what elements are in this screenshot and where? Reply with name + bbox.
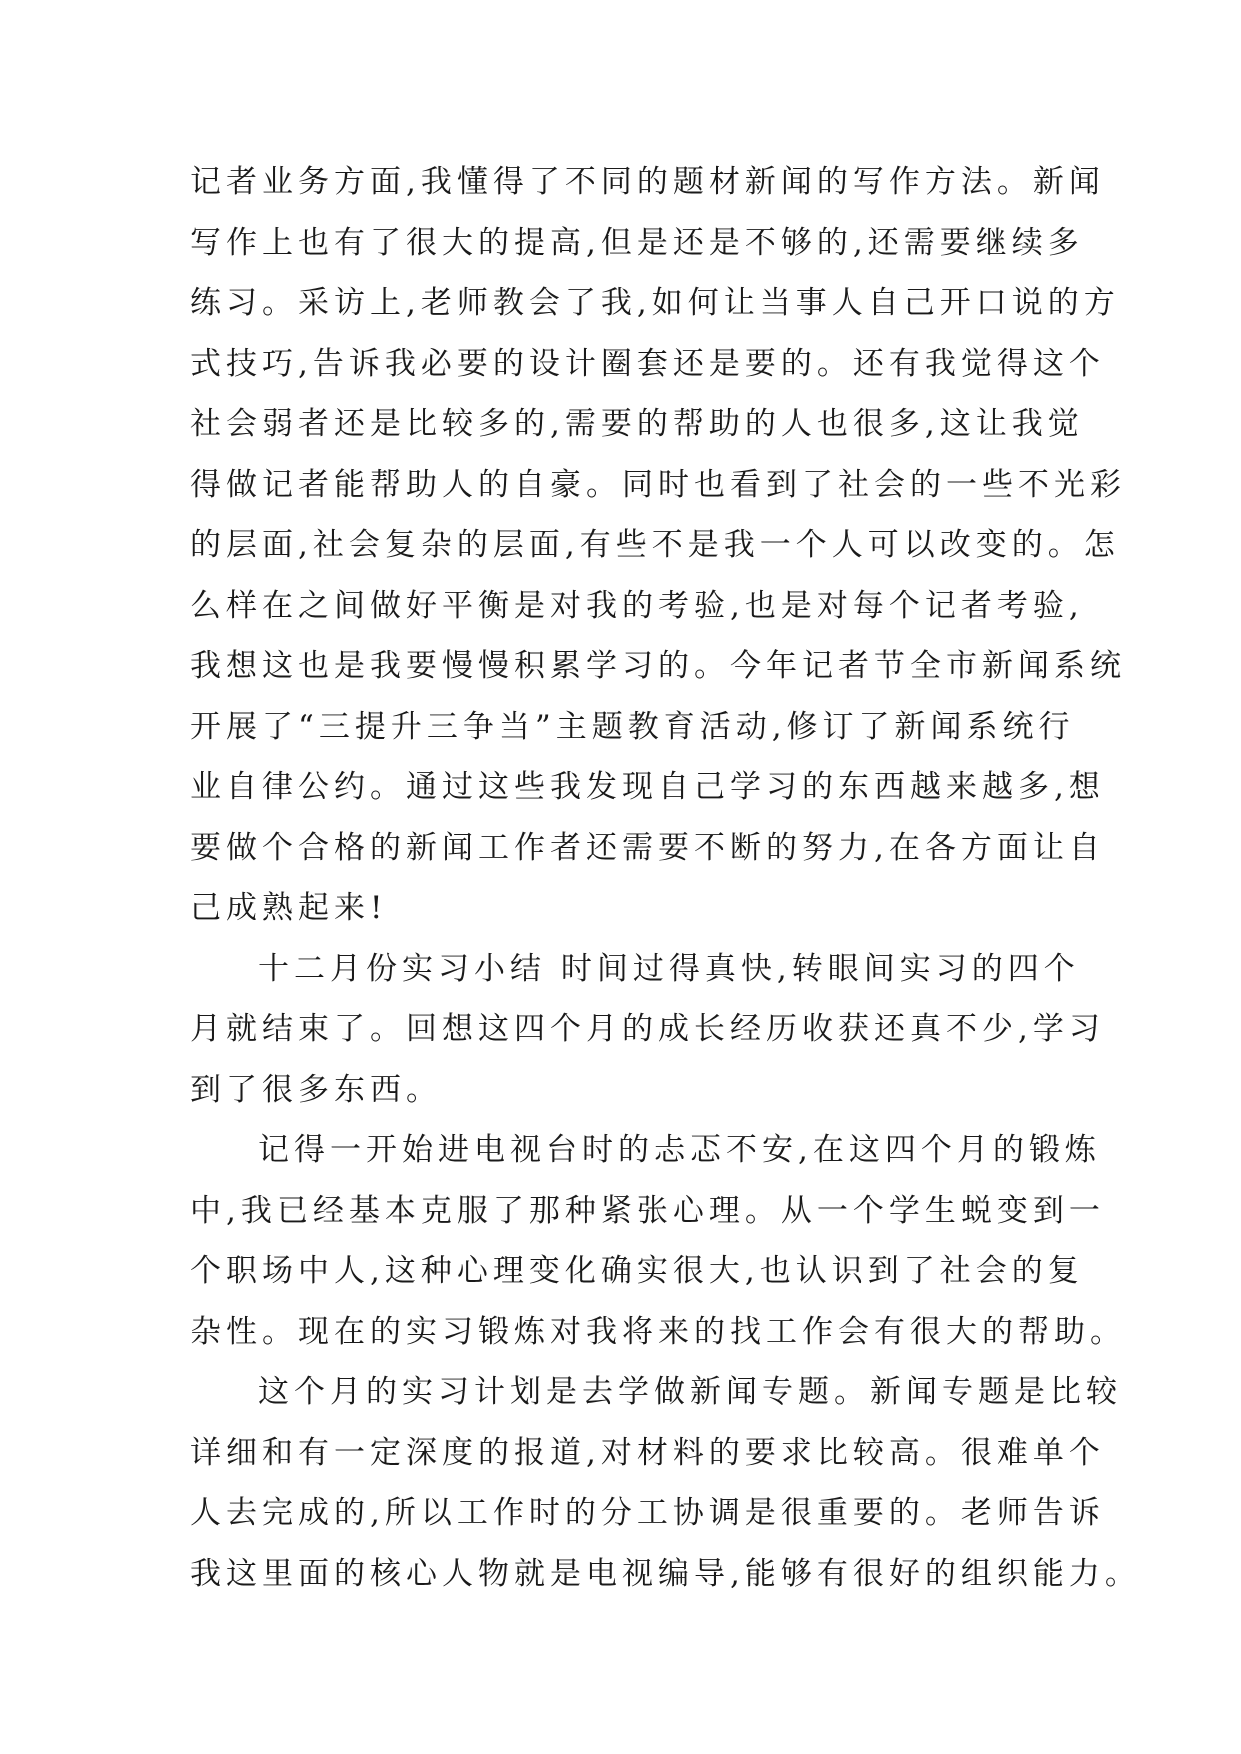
paragraph-start-line: 记得一开始进电视台时的忐忑不安,在这四个月的锻炼	[258, 1132, 1101, 1168]
text-line: 中,我已经基本克服了那种紧张心理。从一个学生蜕变到一	[190, 1192, 1105, 1229]
text-line: 要做个合格的新闻工作者还需要不断的努力,在各方面让自	[190, 829, 1105, 866]
text-line: 人去完成的,所以工作时的分工协调是很重要的。老师告诉	[190, 1495, 1105, 1531]
text-line: 业自律公约。通过这些我发现自己学习的东西越来越多,想	[190, 769, 1105, 805]
text-line: 的层面,社会复杂的层面,有些不是我一个人可以改变的。怎	[190, 527, 1120, 563]
text-line: 记者业务方面,我懂得了不同的题材新闻的写作方法。新闻	[190, 164, 1105, 200]
text-line: 得做记者能帮助人的自豪。同时也看到了社会的一些不光彩	[190, 466, 1126, 503]
text-line: 我这里面的核心人物就是电视编导,能够有很好的组织能力。	[190, 1555, 1141, 1592]
text-line: 杂性。现在的实习锻炼对我将来的找工作会有很大的帮助。	[190, 1313, 1126, 1350]
text-line: 详细和有一定深度的报道,对材料的要求比较高。很难单个	[190, 1434, 1105, 1471]
text-line: 开展了“三提升三争当”主题教育活动,修订了新闻系统行	[190, 708, 1075, 745]
body-text	[190, 152, 1141, 1604]
text-line: 式技巧,告诉我必要的设计圈套还是要的。还有我觉得这个	[190, 345, 1105, 382]
paragraph-start-line: 十二月份实习小结 时间过得真快,转眼间实习的四个	[258, 950, 1080, 987]
text-line: 练习。采访上,老师教会了我,如何让当事人自己开口说的方	[190, 285, 1120, 321]
text-line: 到了很多东西。	[190, 1071, 442, 1108]
paragraph-start-line: 这个月的实习计划是去学做新闻专题。新闻专题是比较	[258, 1374, 1122, 1410]
text-line: 己成熟起来!	[190, 890, 388, 926]
text-line: 么样在之间做好平衡是对我的考验,也是对每个记者考验,	[190, 587, 1084, 624]
text-line: 社会弱者还是比较多的,需要的帮助的人也很多,这让我觉	[190, 406, 1084, 442]
text-line: 个职场中人,这种心理变化确实很大,也认识到了社会的复	[190, 1253, 1084, 1289]
text-line: 我想这也是我要慢慢积累学习的。今年记者节全市新闻系统	[190, 648, 1126, 684]
text-line: 月就结束了。回想这四个月的成长经历收获还真不少,学习	[190, 1011, 1105, 1047]
text-line: 写作上也有了很大的提高,但是还是不够的,还需要继续多	[190, 224, 1084, 261]
